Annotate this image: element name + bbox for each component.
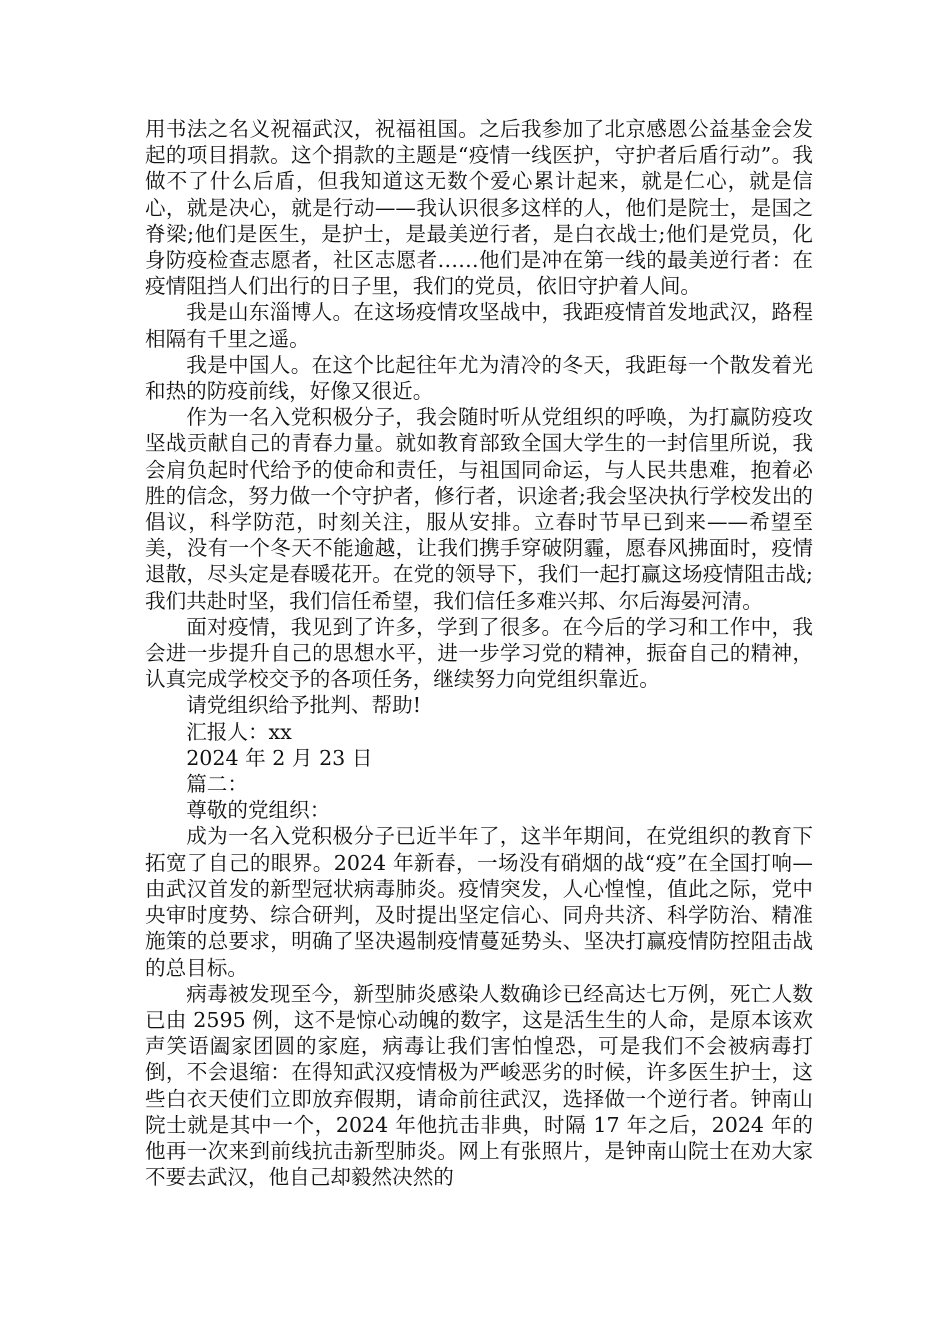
paragraph-half-year: 成为一名入党积极分子已近半年了，这半年期间，在党组织的教育下拓宽了自己的眼界。2024 年新春，一场没有硝烟的战“疫”在全国打响—由武汉首发的新型冠状病毒肺炎。疫情突发，人心惶惶，值此之际，党中央审时度势、综合研判，及时提出坚定信心、同舟共济、科学防治、精准施策的总要求，明确了坚决遏制疫情蔓延势头、坚决打赢疫情防控阻击战的总目标。: [145, 824, 813, 980]
salutation: 尊敬的党组织：: [186, 798, 331, 823]
document-page: [145, 116, 813, 1190]
paragraph-facing-epidemic: 面对疫情，我见到了许多，学到了很多。在今后的学习和工作中，我会进一步提升自己的思想水平，进一步学习党的精神，振奋自己的精神，认真完成学校交予的各项任务，继续努力向党组织靠近。: [145, 614, 813, 692]
paragraph-chinese: 我是中国人。在这个比起往年尤为清冷的冬天，我距每一个散发着光和热的防疫前线，好像又很近。: [145, 352, 813, 404]
paragraph-activist: 作为一名入党积极分子，我会随时听从党组织的呼唤，为打赢防疫攻坚战贡献自己的青春力量。就如教育部致全国大学生的一封信里所说，我会肩负起时代给予的使命和责任，与祖国同命运，与人民共患难，抱着必胜的信念，努力做一个守护者，修行者，识途者;我会坚决执行学校发出的倡议，科学防范，时刻关注，服从安排。立春时节早已到来——希望至美，没有一个冬天不能逾越，让我们携手穿破阴霾，愿春风拂面时，疫情退散，尽头定是春暖花开。在党的领导下，我们一起打赢这场疫情阻击战;我们共赴时坚，我们信任希望，我们信任多难兴邦、尔后海晏河清。: [145, 405, 813, 613]
section-heading: 篇二：: [186, 772, 248, 797]
date-line: 2024 年 2 月 23 日: [186, 745, 373, 770]
paragraph-shandong: 我是山东淄博人。在这场疫情攻坚战中，我距疫情首发地武汉，路程相隔有千里之遥。: [145, 300, 813, 351]
closing-request: 请党组织给予批判、帮助!: [186, 693, 421, 718]
paragraph-virus: 病毒被发现至今，新型肺炎感染人数确诊已经高达七万例，死亡人数已由 2595 例，这不是惊心动魄的数字，这是活生生的人命，是原本该欢声笑语阖家团圆的家庭，病毒让我们害怕惶恐，可是我们不会被病毒打倒，不会退缩：在得知武汉疫情极为严峻恶劣的时候，许多医生护士，这些白衣天使们立即放弃假期，请命前往武汉，选择做一个逆行者。钟南山院士就是其中一个，2024 年他抗击非典，时隔 17 年之后，2024 年的他再一次来到前线抗击新型肺炎。网上有张照片，是钟南山院士在劝大家不要去武汉，他自己却毅然决然的: [145, 981, 813, 1190]
paragraph-continued: 用书法之名义祝福武汉，祝福祖国。之后我参加了北京感恩公益基金会发起的项目捐款。这个捐款的主题是“疫情一线医护，守护者后盾行动”。我做不了什么后盾，但我知道这无数个爱心累计起来，就是仁心，就是信心，就是决心，就是行动——我认识很多这样的人，他们是院士，是国之脊梁;他们是医生，是护士，是最美逆行者，是白衣战士;他们是党员，化身防疫检查志愿者，社区志愿者……他们是冲在第一线的最美逆行者：在疫情阻挡人们出行的日子里，我们的党员，依旧守护着人间。: [145, 117, 813, 299]
reporter-line: 汇报人：xx: [186, 719, 292, 744]
